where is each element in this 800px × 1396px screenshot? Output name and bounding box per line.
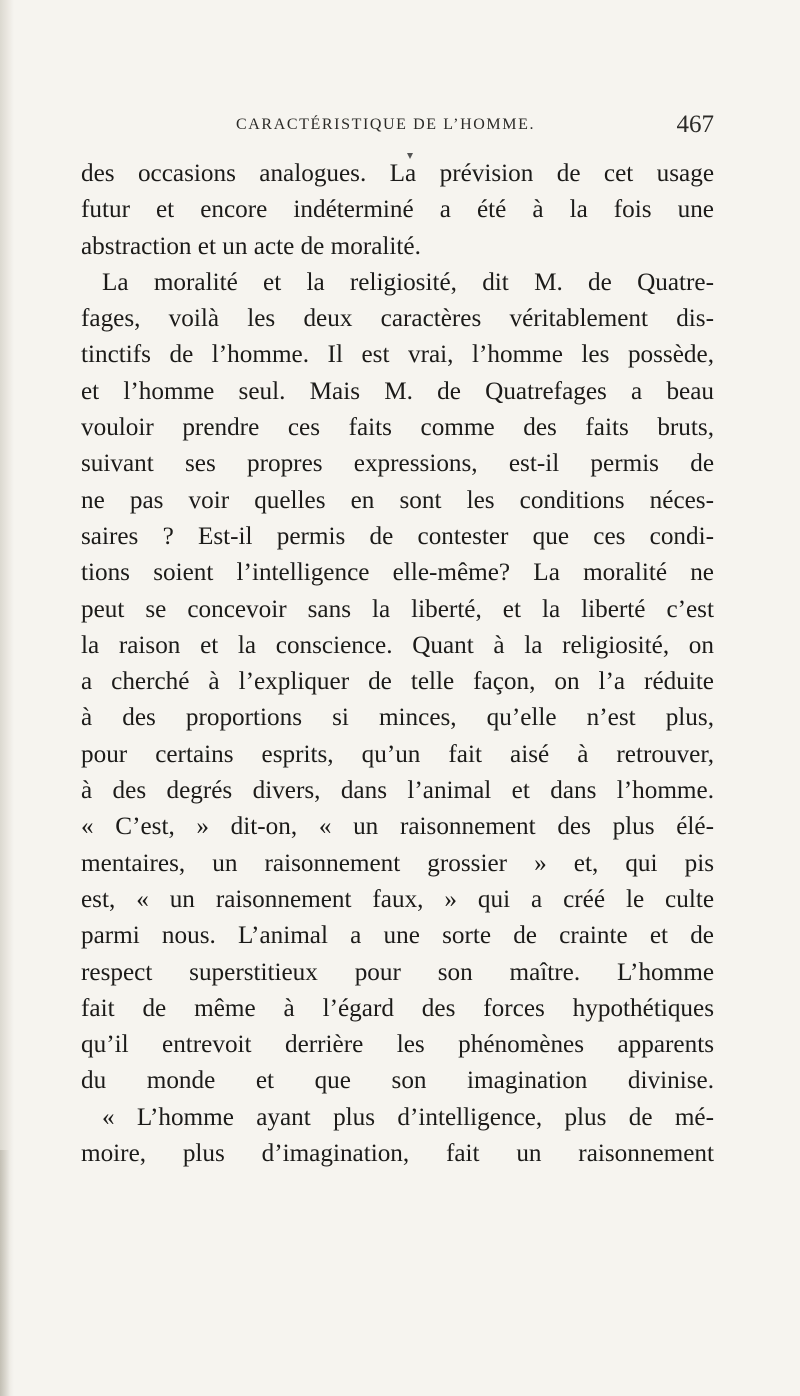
page-edge-shadow-bottom — [0, 1150, 10, 1396]
text-line: respect superstitieux pour son maître. L’homme — [81, 958, 714, 986]
text-line: la raison et la conscience. Quant à la religiosité, on — [81, 631, 714, 659]
text-line: saires ? Est-il permis de contester que ces condi- — [81, 522, 714, 550]
text-line: « C’est, » dit-on, « un raisonnement des plus élé- — [81, 813, 714, 841]
text-line: peut se concevoir sans la liberté, et la liberté c’est — [81, 595, 714, 623]
text-line: et l’homme seul. Mais M. de Quatrefages a beau — [81, 377, 714, 405]
text-line: a cherché à l’expliquer de telle façon, on l’a réduite — [81, 668, 714, 696]
running-title: CARACTÉRISTIQUE DE L’HOMME. — [236, 116, 536, 133]
text-line: fait de même à l’égard des forces hypothétiques — [81, 994, 714, 1022]
text-line: fages, voilà les deux caractères véritablement dis- — [81, 305, 714, 333]
text-line: « L’homme ayant plus d’intelligence, plus de mé- — [102, 1103, 714, 1131]
running-head — [236, 111, 714, 144]
text-line: est, « un raisonnement faux, » qui a créé le culte — [81, 885, 714, 913]
text-line: tinctifs de l’homme. Il est vrai, l’homme les possède, — [81, 341, 714, 369]
text-line: qu’il entrevoit derrière les phénomènes apparents — [81, 1031, 714, 1059]
page-number: 467 — [676, 111, 714, 138]
text-line: tions soient l’intelligence elle-même? La moralité ne — [81, 559, 714, 587]
text-line: du monde et que son imagination divinise. — [81, 1067, 714, 1095]
text-line: des occasions analogues. La prévision de cet usage — [81, 160, 714, 187]
text-line: parmi nous. L’animal a une sorte de crainte et de — [81, 922, 714, 950]
text-line: à des degrés divers, dans l’animal et dans l’homme. — [81, 777, 714, 805]
text-line: futur et encore indéterminé a été à la fois une — [81, 196, 714, 224]
text-line: abstraction et un acte de moralité. — [81, 232, 421, 260]
text-line: moire, plus d’imagination, fait un raisonnement — [81, 1140, 714, 1168]
text-line: vouloir prendre ces faits comme des faits bruts, — [81, 414, 714, 442]
text-line: La moralité et la religiosité, dit M. de Quatre- — [102, 268, 714, 296]
text-line: pour certains esprits, qu’un fait aisé à retrouver, — [81, 740, 714, 768]
text-line: ne pas voir quelles en sont les conditions néces- — [81, 486, 714, 514]
text-line: à des proportions si minces, qu’elle n’est plus, — [81, 704, 714, 732]
body-text — [81, 156, 714, 1172]
text-line: mentaires, un raisonnement grossier » et, qui pis — [81, 849, 714, 877]
text-line: suivant ses propres expressions, est-il permis de — [81, 450, 714, 478]
